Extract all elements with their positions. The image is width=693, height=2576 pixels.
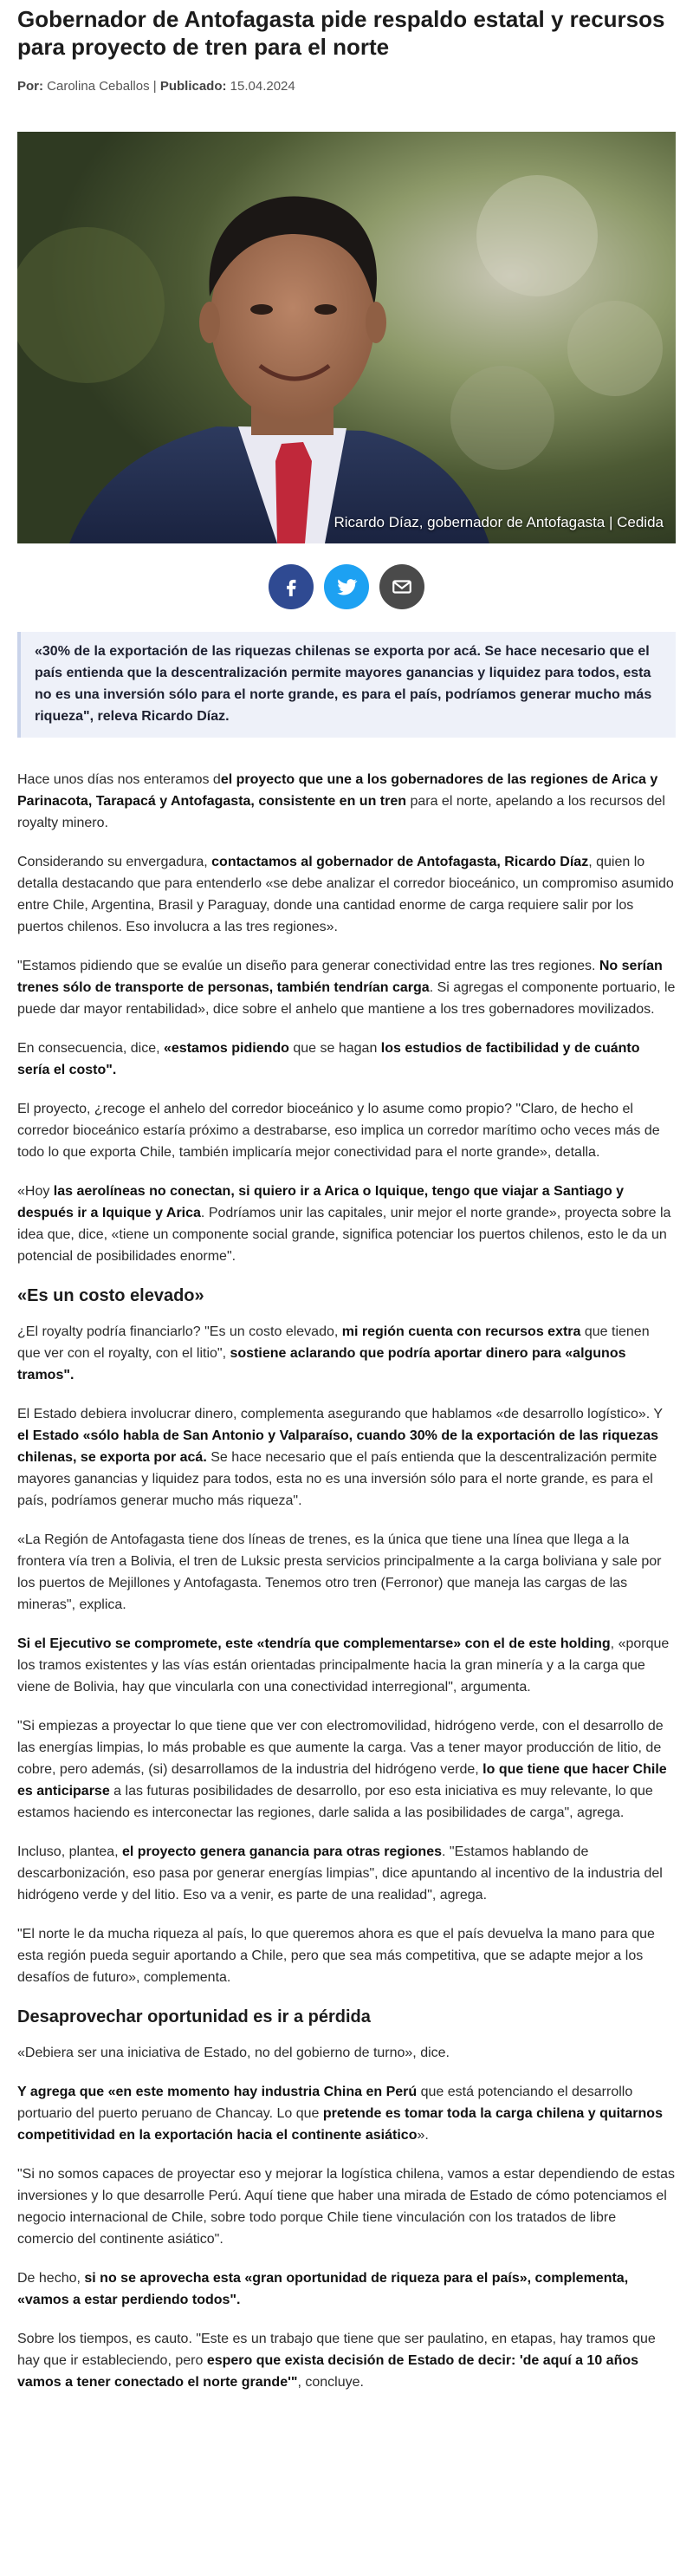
share-email-button[interactable] [379,564,424,609]
article-body [17,769,676,2393]
text-run: para el norte, apelando a los recursos del royalty minero. [17,794,665,830]
text-run: . Si agregas el componente portuario, le puede dar mayor rentabilidad», dice sobre el anhelo que mantiene a los tres gobernadores movilizados. [17,980,676,1017]
text-run: «Hoy [17,1184,54,1199]
paragraph [17,2163,676,2250]
text-run: El proyecto, ¿recoge el anhelo del corredor bioceánico y lo asume como propio? "Claro, de hecho el corredor bioceánico estaría próximo a destrabarse, eso implica un corredor marítimo ocho veces más de todo lo que exporta Chile, también implicaría mejor conectividad para el norte grande», detalla. [17,1102,660,1160]
text-run: «Debiera ser una iniciativa de Estado, no del gobierno de turno», dice. [17,2046,450,2060]
bold-text: lo que tiene que hacer Chile es anticiparse [17,1762,667,1799]
bold-text: el Estado «sólo habla de San Antonio y Valparaíso, cuando 30% de la exportación de las riquezas chilenas, se exporta por acá. [17,1428,659,1465]
paragraph [17,1038,676,1081]
portrait-photo [17,132,676,543]
text-run: ¿El royalty podría financiarlo? "Es un costo elevado, [17,1324,342,1339]
paragraph [17,1529,676,1616]
paragraph-group-1 [17,769,676,1267]
paragraph [17,1633,676,1698]
paragraph [17,851,676,938]
paragraph [17,955,676,1020]
section-heading-oportunidad: Desaprovechar oportunidad es ir a pérdida [17,2007,371,2026]
bold-text: No serían trenes sólo de transporte de personas, también tendrían carga [17,959,663,995]
text-run: . "Estamos hablando de descarbonización, eso pasa por generar energías limpias", dice apuntando al incentivo de la industria del hidrógeno verde y del litio. Eso va a venir, es parte de una realidad", agrega. [17,1844,663,1903]
text-run: . Podríamos unir las capitales, unir mejor el norte grande», proyecta sobre la idea que, dice, «tiene un componente social grande, significa potenciar los puertos chilenos, esto le da un potencial de posibilidades enorme". [17,1206,671,1264]
author-name: Carolina Ceballos [47,79,150,94]
bold-text: el proyecto genera ganancia para otras regiones [121,1844,442,1859]
publish-date: 15.04.2024 [230,79,295,94]
paragraph [17,1715,676,1824]
bold-text: espero que exista decisión de Estado de decir: 'de aquí a 10 años vamos a tener conectado el norte grande'" [17,2353,639,2390]
bold-text: las aerolíneas no conectan, si quiero ir a Arica o Iquique, tengo que viajar a Santiago y después ir a Iquique y Arica [17,1184,625,1220]
text-run: , quien lo detalla destacando que para entenderlo «se debe analizar el corredor bioceánico, un compromiso asumido entre Chile, Argentina, Brasil y Paraguay, donde una cantidad enorme de carga requiere salir por los puertos chilenos. Eso involucra a las tres regiones». [17,855,674,934]
text-run: a las futuras posibilidades de desarrollo, por eso esta iniciativa es muy relevante, lo que estamos haciendo es interconectar las regiones, darle salida a las posibilidades de carga", agrega. [17,1784,653,1820]
date-label: Publicado: [159,79,227,94]
hero-image [17,132,676,543]
text-run: En consecuencia, dice, [17,1041,164,1056]
twitter-icon [334,575,359,599]
paragraph [17,2328,676,2393]
text-run: "Estamos pidiendo que se evalúe un diseño para generar conectividad entre las tres regiones. [17,959,599,973]
bold-text: sostiene aclarando que podría aportar dinero para «algunos tramos". [17,1346,626,1382]
paragraph [17,2267,676,2311]
paragraph [17,1181,676,1267]
text-run: Considerando su envergadura, [17,855,212,869]
paragraph [17,2081,676,2146]
paragraph [17,769,676,834]
text-run: Se hace necesario que el país entienda que la descentralización permite mayores ganancias y liquidez para todos, esta no es una inversión sólo para el norte grande, es para el país, podríamos generar mucho más riqueza". [17,1450,657,1508]
bold-text: si no se aprovecha esta «gran oportunidad de riqueza para el país», complementa, «vamos a estar perdiendo todos". [17,2271,629,2307]
bold-text: «estamos pidiendo [164,1041,289,1056]
bold-text: Y agrega que «en este momento hay industria China en Perú [17,2085,418,2099]
pull-quote: «30% de la exportación de las riquezas chilenas se exporta por acá. Se hace necesario que el país entienda que la descentralización permite mayores ganancias y liquidez para todos, esta no es una inversión sólo para el norte grande, es para el país, podríamos generar mucho más riqueza", releva Ricardo Díaz. [17,632,676,738]
text-run: que se hagan [288,1041,381,1056]
bold-text: los estudios de factibilidad y de cuánto sería el costo". [17,1041,640,1077]
share-bar [17,564,676,609]
section-heading-costo: «Es un costo elevado» [17,1286,204,1305]
image-caption: Ricardo Díaz, gobernador de Antofagasta | Cedida [334,514,664,530]
text-run: Sobre los tiempos, es cauto. "Este es un trabajo que tiene que ser paulatino, en etapas, hay tramos que hay que ir estableciendo, pero [17,2332,656,2368]
email-icon [391,576,413,598]
share-facebook-button[interactable] [269,564,314,609]
paragraph [17,1321,676,1386]
text-run: que está potenciando el desarrollo portuario del puerto peruano de Chancay. Lo que [17,2085,633,2121]
paragraph [17,1923,676,1988]
facebook-icon [280,576,302,598]
byline [17,78,676,95]
bold-text: pretende es tomar toda la carga chilena y quitarnos competitividad en la exportación hacia el continente asiático [17,2106,663,2143]
text-run: que tienen que ver con el royalty, con el litio", [17,1324,650,1361]
text-run: El Estado debiera involucrar dinero, complementa asegurando que hablamos «de desarrollo logístico». Y [17,1407,663,1421]
text-run: Incluso, plantea, [17,1844,122,1859]
text-run: De hecho, [17,2271,85,2286]
paragraph [17,1841,676,1906]
text-run: «La Región de Antofagasta tiene dos líneas de trenes, es la única que tiene una línea que llega a la frontera vía tren a Bolivia, el tren de Luksic presta servicios principalmente a la carga boliviana y sale por los puertos de Mejillones y Antofagasta. Tenemos otro tren (Ferronor) que maneja las cargas de las mineras", explica. [17,1532,662,1612]
text-run: "Si empiezas a proyectar lo que tiene que ver con electromovilidad, hidrógeno verde, con el desarrollo de las energías limpias, lo más probable es que aumente la carga. Vas a tener mayor producción de litio, de cobre, pero además, (si) desarrollamos de la industria del hidrógeno verde, [17,1719,664,1777]
bold-text: el proyecto que une a los gobernadores de las regiones de Arica y Parinacota, Tarapacá y Antofagasta, consistente en un tren [17,772,658,809]
bold-text: contactamos al gobernador de Antofagasta, Ricardo Díaz [211,855,589,869]
share-twitter-button[interactable] [324,564,369,609]
text-run: ». [417,2128,429,2143]
text-run: "El norte le da mucha riqueza al país, lo que queremos ahora es que el país devuelva la mano para que esta región pueda seguir aportando a Chile, pero que sea más competitiva, que se adapte mejor a los desafíos de futuro», complementa. [17,1927,655,1985]
paragraph [17,2042,676,2064]
text-run: Hace unos días nos enteramos d [17,772,221,787]
paragraph [17,1403,676,1512]
paragraph-group-2 [17,1321,676,1988]
text-run: "Si no somos capaces de proyectar eso y mejorar la logística chilena, vamos a estar dependiendo de estas inversiones y lo que desarrolle Perú. Aquí tiene que haber una mirada de Estado de cómo potenciamos el negocio internacional de Chile, sobre todo porque Chile tiene vinculación con los tratados de libre comercio del continente asiático". [17,2167,675,2247]
bold-text: Si el Ejecutivo se compromete, este «tendría que complementarse» con el de este holding [17,1636,611,1651]
paragraph [17,1098,676,1163]
text-run: , concluye. [297,2375,364,2390]
article-title: Gobernador de Antofagasta pide respaldo estatal y recursos para proyecto de tren para el norte [17,6,665,60]
text-run: , «porque los tramos existentes y las vías están orientadas principalmente hacia la gran minería y a la carga que viene de Bolivia, hay que vincularla con una conectividad interregional", argumenta. [17,1636,670,1695]
paragraph-group-3 [17,2042,676,2393]
bold-text: mi región cuenta con recursos extra [341,1324,581,1339]
byline-separator: | [152,79,157,94]
author-label: Por: [17,79,43,94]
